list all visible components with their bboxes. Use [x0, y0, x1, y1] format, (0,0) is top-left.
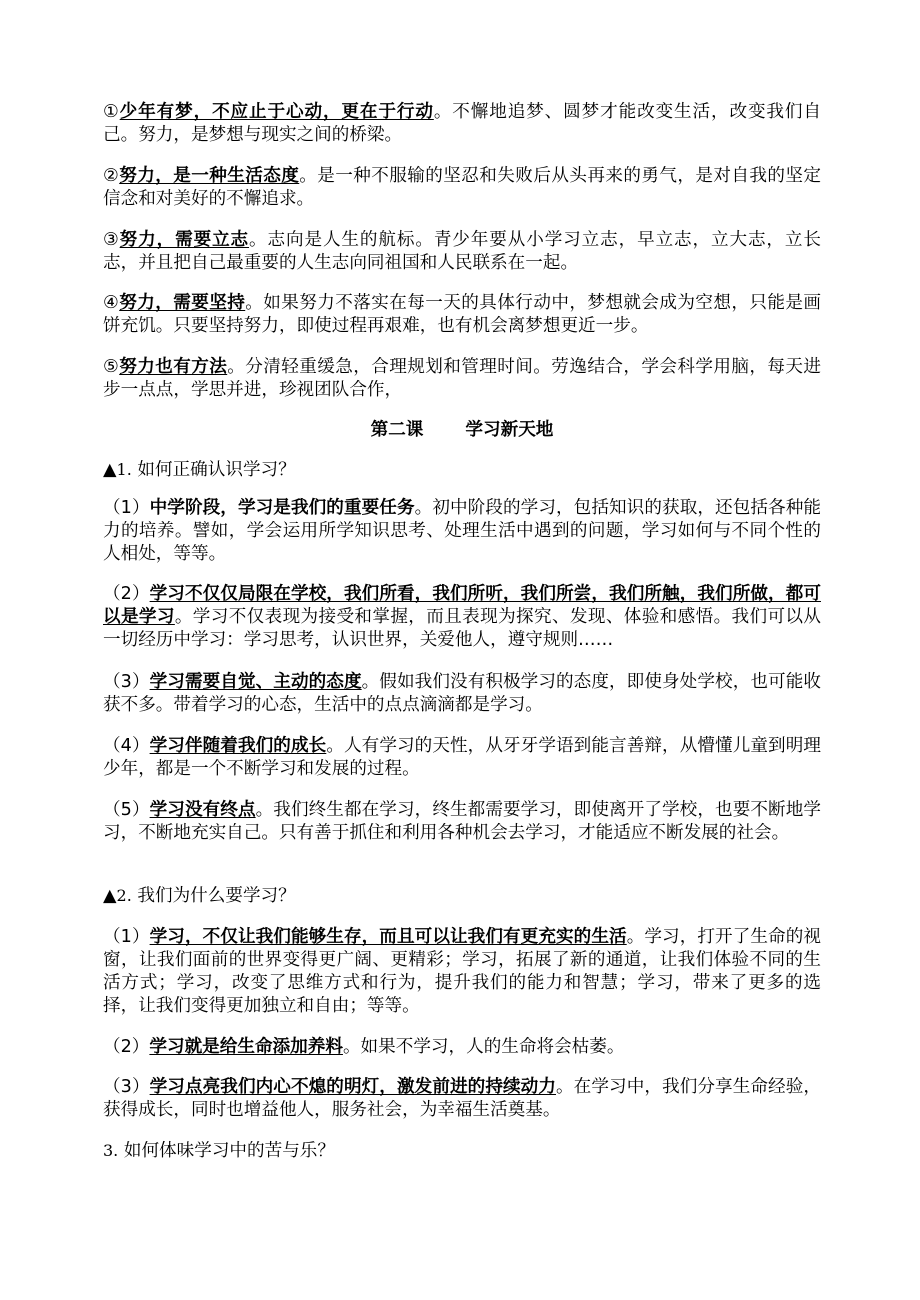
q2-item-1: [103, 926, 821, 1018]
circled-number: ②: [103, 166, 120, 186]
paragraph-1: [103, 101, 821, 147]
question-number: 3.: [103, 1141, 119, 1160]
triangle-icon: ▲: [103, 886, 117, 906]
question-text: 如何正确认识学习？: [131, 460, 296, 480]
circled-number: ④: [103, 293, 120, 313]
paragraph-text: 。如果努力不落实在每一天的具体行动中，梦想就会成为空想，只能是画饼充饥。只要坚持努力，即使过程再艰难，也有机会离梦想更近一步。: [103, 293, 821, 336]
key-point: 学习，不仅让我们能够生存，而且可以让我们有更充实的生活: [149, 927, 627, 947]
q2-item-3: [103, 1076, 821, 1122]
item-number: （3）: [103, 1077, 150, 1097]
q1-item-5: [103, 799, 821, 845]
key-point: 努力，是一种生活态度: [119, 166, 300, 186]
paragraph-text: 。学习，打开了生命的视窗，让我们面前的世界变得更广阔、更精彩；学习，拓展了新的通道，让我们体验不同的生活方式；学习，改变了思维方式和行为，提升我们的能力和智慧；学习，带来了更多的选择，让我们变得更加独立和自由；等等。: [103, 927, 821, 1016]
paragraph-text: 。是一种不服输的坚忍和失败后从头再来的勇气，是对自我的坚定信念和对美好的不懈追求。: [103, 166, 821, 209]
paragraph-4: [103, 292, 821, 338]
paragraph-2: [103, 165, 821, 211]
paragraph-3: [103, 229, 821, 275]
question-3: [103, 1139, 821, 1163]
paragraph-text: 。分清轻重缓急，合理规划和管理时间。劳逸结合，学会科学用脑，每天进步一点点，学思并进，珍视团队合作，: [103, 357, 821, 400]
key-point: 少年有梦，不应止于心动，更在于行动: [119, 102, 434, 122]
paragraph-text: 。人有学习的天性，从牙牙学语到能言善辩，从懵懂儿童到明理少年，都是一个不断学习和发展的过程。: [103, 736, 821, 779]
circled-number: ⑤: [103, 357, 120, 377]
question-2: [103, 884, 821, 908]
item-number: （1）: [103, 498, 150, 518]
paragraph-text: 。假如我们没有积极学习的态度，即使身处学校，也可能收获不多。带着学习的心态，生活中的点点滴滴都是学习。: [103, 672, 821, 715]
item-number: （1）: [103, 927, 150, 947]
item-number: （4）: [103, 736, 150, 756]
paragraph-text: 。在学习中，我们分享生命经验，获得成长，同时也增益他人，服务社会，为幸福生活奠基。: [103, 1077, 821, 1120]
item-number: （2）: [103, 584, 150, 604]
key-point: 学习不仅仅局限在学校，我们所看，我们所听，我们所尝，我们所触，我们所做，都可以是学习: [103, 584, 821, 627]
question-text: 我们为什么要学习？: [131, 886, 296, 906]
key-point: 学习伴随着我们的成长: [149, 736, 327, 756]
key-point: 学习没有终点: [149, 800, 256, 820]
q1-item-3: [103, 671, 821, 717]
key-point: 学习需要自觉、主动的态度: [149, 672, 362, 692]
q2-item-2: [103, 1036, 821, 1059]
key-point: 学习点亮我们内心不熄的明灯，激发前进的持续动力: [149, 1077, 557, 1097]
key-point: 努力也有方法: [119, 357, 228, 377]
paragraph-text: 。初中阶段的学习，包括知识的获取，还包括各种能力的培养。譬如，学会运用所学知识思考、处理生活中遇到的问题，学习如何与不同个性的人相处，等等。: [103, 498, 821, 564]
question-text: 如何体味学习中的苦与乐？: [118, 1141, 335, 1161]
paragraph-text: 。我们终生都在学习，终生都需要学习，即使离开了学校，也要不断地学习，不断地充实自己。只有善于抓住和利用各种机会去学习，才能适应不断发展的社会。: [103, 800, 821, 843]
question-1: [103, 458, 821, 482]
item-number: （3）: [103, 672, 150, 692]
question-number: 2.: [116, 886, 132, 905]
paragraph-text: 。如果不学习，人的生命将会枯萎。: [342, 1037, 625, 1057]
lesson-name: 学习新天地: [465, 420, 554, 440]
paragraph-5: [103, 356, 821, 402]
q1-item-1: [103, 497, 821, 566]
circled-number: ③: [103, 230, 120, 250]
key-point: 学习就是给生命添加养料: [149, 1037, 343, 1057]
question-number: 1.: [116, 460, 132, 479]
triangle-icon: ▲: [103, 460, 117, 480]
lesson-number: 第二课: [370, 420, 424, 440]
circled-number: ①: [103, 102, 120, 122]
key-point: 中学阶段，学习是我们的重要任务: [149, 498, 415, 518]
key-point: 努力，需要立志: [119, 230, 250, 250]
paragraph-text: 。不懈地追梦、圆梦才能改变生活，改变我们自己。努力，是梦想与现实之间的桥梁。: [103, 102, 821, 145]
q1-item-2: [103, 583, 821, 652]
paragraph-text: 。志向是人生的航标。青少年要从小学习立志，早立志，立大志，立长志，并且把自己最重要的人生志向同祖国和人民联系在一起。: [103, 230, 821, 273]
q1-item-4: [103, 735, 821, 781]
lesson-title: [103, 419, 821, 442]
paragraph-text: 。学习不仅表现为接受和掌握，而且表现为探究、发现、体验和感悟。我们可以从一切经历中学习：学习思考，认识世界，关爱他人，遵守规则……: [103, 607, 821, 650]
item-number: （5）: [103, 800, 150, 820]
key-point: 努力，需要坚持: [119, 293, 246, 313]
item-number: （2）: [103, 1037, 150, 1057]
